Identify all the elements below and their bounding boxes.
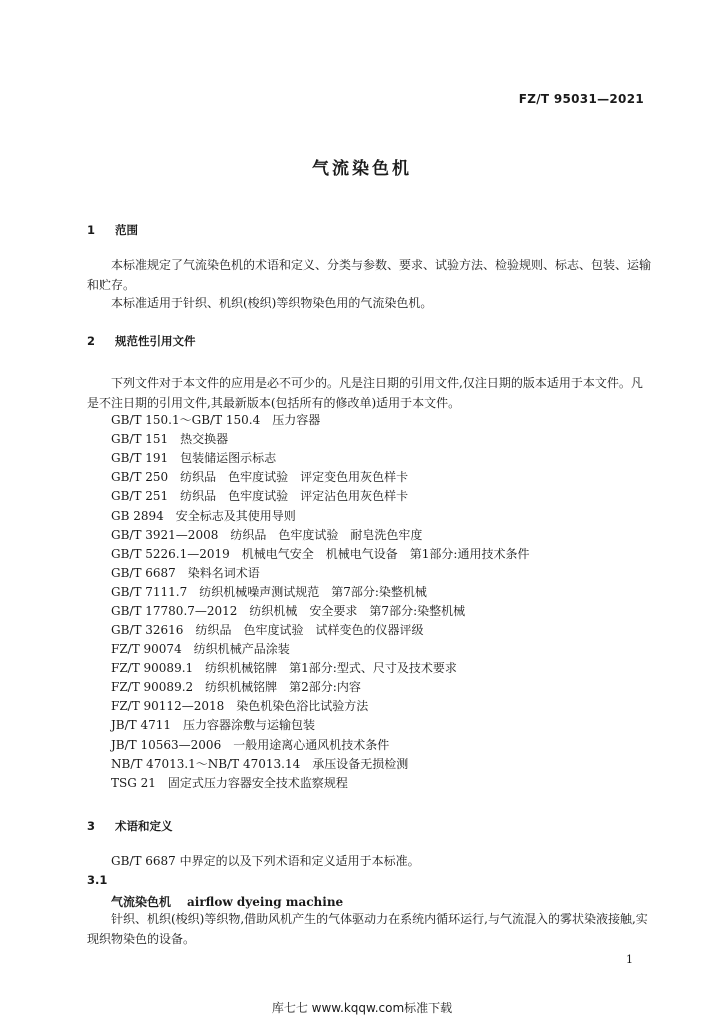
- reference-item: TSG 21 固定式压力容器安全技术监察规程: [111, 776, 348, 790]
- section-number: 1: [87, 223, 96, 237]
- reference-item: GB/T 32616 纺织品 色牢度试验 试样变色的仪器评级: [111, 623, 424, 637]
- section-number: 3: [87, 819, 96, 833]
- standard-code: FZ/T 95031—2021: [518, 92, 644, 106]
- reference-item: GB/T 3921—2008 纺织品 色牢度试验 耐皂洗色牢度: [111, 528, 423, 542]
- section-number: 2: [87, 334, 96, 348]
- reference-item: GB/T 191 包装储运图示标志: [111, 451, 277, 465]
- section-3-heading: [87, 818, 173, 834]
- footer-watermark: 库七七 www.kqqw.com标准下载: [271, 1001, 453, 1015]
- term-definition: 针织、机织(梭织)等织物,借助风机产生的气体驱动力在系统内循环运行,与气流混入的雾状染液接触,实现织物染色的设备。: [87, 912, 648, 946]
- term-entry: [111, 893, 343, 910]
- reference-item: JB/T 10563—2006 一般用途离心通风机技术条件: [111, 738, 390, 752]
- reference-item: JB/T 4711 压力容器涂敷与运输包装: [111, 718, 316, 732]
- reference-item: GB/T 150.1～GB/T 150.4 压力容器: [111, 413, 321, 427]
- term-number: 3.1: [87, 873, 108, 887]
- reference-item: GB 2894 安全标志及其使用导则: [111, 509, 296, 523]
- section-title: 术语和定义: [115, 819, 173, 833]
- section-1-heading: [87, 222, 138, 238]
- reference-item: GB/T 5226.1—2019 机械电气安全 机械电气设备 第1部分:通用技术条件: [111, 547, 530, 561]
- section-title: 规范性引用文件: [115, 334, 196, 348]
- references-intro: 下列文件对于本文件的应用是必不可少的。凡是注日期的引用文件,仅注日期的版本适用于本文件。凡是不注日期的引用文件,其最新版本(包括所有的修改单)适用于本文件。: [87, 376, 643, 410]
- reference-item: NB/T 47013.1～NB/T 47013.14 承压设备无损检测: [111, 757, 409, 771]
- reference-item: GB/T 6687 染料名词术语: [111, 566, 260, 580]
- terms-intro: GB/T 6687 中界定的以及下列术语和定义适用于本标准。: [111, 854, 420, 868]
- reference-item: GB/T 17780.7—2012 纺织机械 安全要求 第7部分:染整机械: [111, 604, 466, 618]
- term-english: airflow dyeing machine: [187, 895, 344, 909]
- section-2-heading: [87, 333, 196, 349]
- reference-item: FZ/T 90089.1 纺织机械铭牌 第1部分:型式、尺寸及技术要求: [111, 661, 457, 675]
- page-number: 1: [626, 953, 633, 966]
- reference-item: GB/T 151 热交换器: [111, 432, 229, 446]
- reference-item: GB/T 251 纺织品 色牢度试验 评定沾色用灰色样卡: [111, 489, 409, 503]
- reference-item: FZ/T 90074 纺织机械产品涂装: [111, 642, 290, 656]
- reference-item: GB/T 7111.7 纺织机械噪声测试规范 第7部分:染整机械: [111, 585, 427, 599]
- reference-item: FZ/T 90089.2 纺织机械铭牌 第2部分:内容: [111, 680, 361, 694]
- section-title: 范围: [115, 223, 138, 237]
- scope-paragraph-1: 本标准规定了气流染色机的术语和定义、分类与参数、要求、试验方法、检验规则、标志、包装、运输和贮存。: [87, 258, 652, 292]
- reference-item: FZ/T 90112—2018 染色机染色浴比试验方法: [111, 699, 369, 713]
- reference-item: GB/T 250 纺织品 色牢度试验 评定变色用灰色样卡: [111, 470, 409, 484]
- scope-paragraph-2: 本标准适用于针织、机织(梭织)等织物染色用的气流染色机。: [111, 296, 433, 310]
- document-title: 气流染色机: [312, 159, 412, 179]
- term-chinese: 气流染色机: [111, 895, 172, 909]
